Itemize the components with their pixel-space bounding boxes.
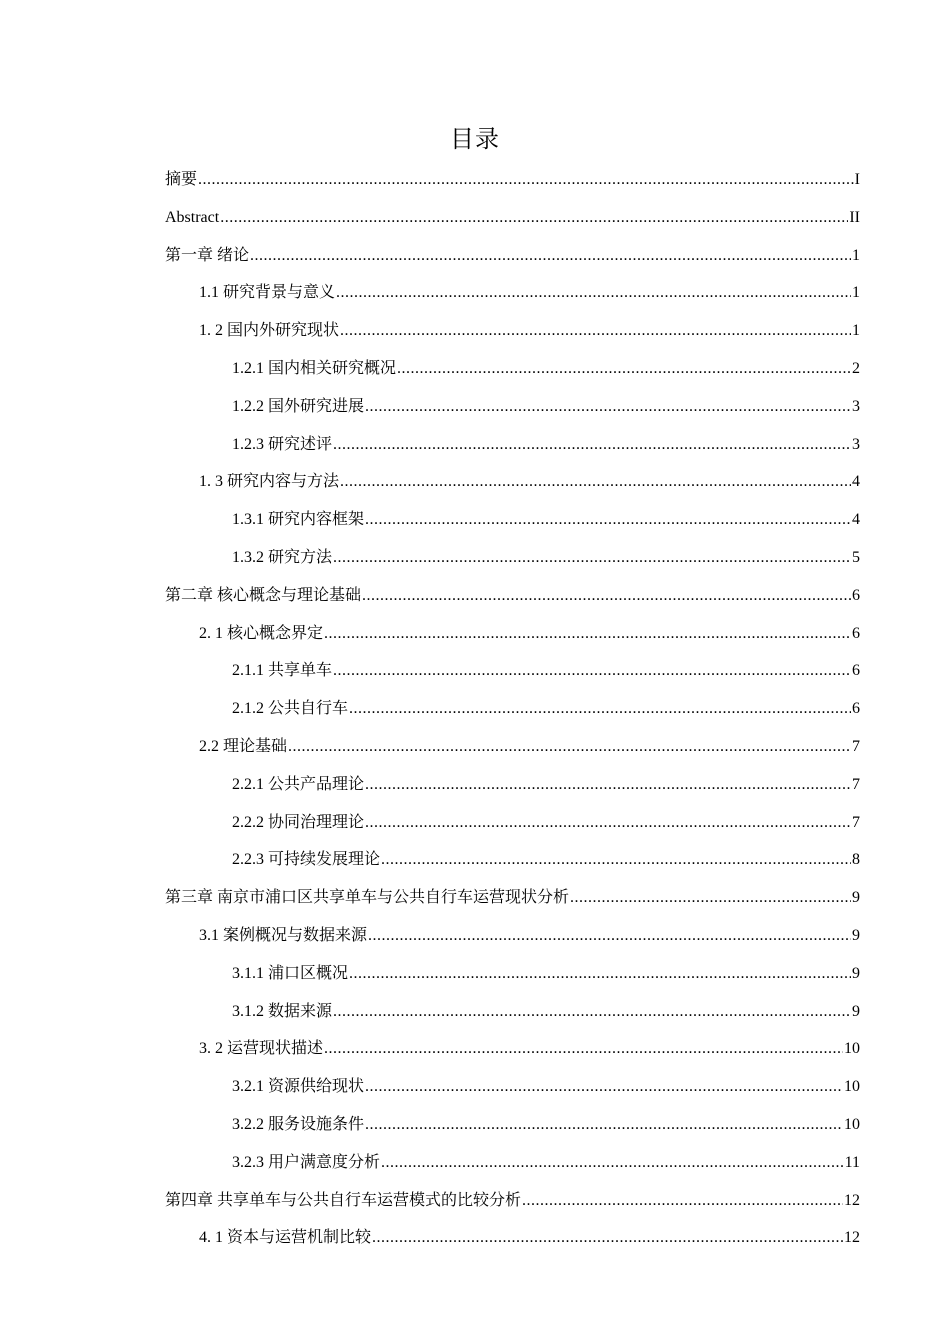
toc-entry[interactable] bbox=[165, 237, 860, 275]
toc-dot-leader bbox=[365, 1106, 843, 1144]
toc-dot-leader bbox=[365, 501, 851, 539]
toc-entry-title: 第四章 共享单车与公共自行车运营模式的比较分析 bbox=[165, 1191, 522, 1209]
toc-dot-leader bbox=[522, 1182, 843, 1220]
toc-dot-leader bbox=[372, 1219, 843, 1257]
toc-page-number: 6 bbox=[852, 624, 860, 642]
toc-entry[interactable] bbox=[165, 199, 860, 237]
toc-entry[interactable] bbox=[165, 161, 860, 199]
toc-entry[interactable] bbox=[165, 804, 860, 842]
toc-entry[interactable] bbox=[165, 993, 860, 1031]
toc-page-number: 6 bbox=[852, 586, 860, 604]
toc-dot-leader bbox=[365, 388, 851, 426]
toc-page-number: 10 bbox=[844, 1078, 860, 1096]
toc-entry[interactable] bbox=[165, 841, 860, 879]
toc-entry[interactable] bbox=[165, 274, 860, 312]
toc-dot-leader bbox=[324, 1030, 843, 1068]
toc-entry-title: 第二章 核心概念与理论基础 bbox=[165, 586, 362, 604]
toc-entry-title: 2.1.1 共享单车 bbox=[232, 662, 333, 680]
toc-entry-title: 第三章 南京市浦口区共享单车与公共自行车运营现状分析 bbox=[165, 889, 570, 907]
toc-page-number: 3 bbox=[852, 435, 860, 453]
toc-page-number: 2 bbox=[852, 359, 860, 377]
toc-page-number: 4 bbox=[852, 473, 860, 491]
toc-page-number: 9 bbox=[852, 964, 860, 982]
toc-page-number: 5 bbox=[852, 548, 860, 566]
toc-entry[interactable] bbox=[165, 426, 860, 464]
toc-entry-title: 1.3.2 研究方法 bbox=[232, 548, 333, 566]
toc-entry[interactable] bbox=[165, 1219, 860, 1257]
toc-page-number: 6 bbox=[852, 662, 860, 680]
toc-page-number: 7 bbox=[852, 813, 860, 831]
toc-page-number: 8 bbox=[852, 851, 860, 869]
toc-entry-title: 1.2.3 研究述评 bbox=[232, 435, 333, 453]
toc-dot-leader bbox=[362, 577, 851, 615]
toc-page-number: 4 bbox=[852, 511, 860, 529]
toc-entry-title: 1. 3 研究内容与方法 bbox=[199, 473, 340, 491]
toc-dot-leader bbox=[198, 161, 854, 199]
toc-entry[interactable] bbox=[165, 1144, 860, 1182]
toc-entry-title: 2.2 理论基础 bbox=[199, 737, 288, 755]
toc-dot-leader bbox=[365, 766, 851, 804]
toc-page-number: 1 bbox=[852, 246, 860, 264]
toc-entry-title: 2. 1 核心概念界定 bbox=[199, 624, 324, 642]
toc-entry-title: 3.2.2 服务设施条件 bbox=[232, 1115, 365, 1133]
toc-entry-title: 3.2.3 用户满意度分析 bbox=[232, 1153, 381, 1171]
toc-dot-leader bbox=[324, 615, 851, 653]
toc-dot-leader bbox=[349, 955, 851, 993]
toc-entry[interactable] bbox=[165, 1182, 860, 1220]
toc-dot-leader bbox=[250, 237, 851, 275]
toc-list bbox=[165, 161, 860, 1257]
toc-entry[interactable] bbox=[165, 388, 860, 426]
toc-entry-title: 3.1.2 数据来源 bbox=[232, 1002, 333, 1020]
toc-page-number: 10 bbox=[844, 1115, 860, 1133]
toc-entry[interactable] bbox=[165, 690, 860, 728]
toc-entry[interactable] bbox=[165, 955, 860, 993]
toc-page-number: 11 bbox=[844, 1153, 860, 1171]
toc-entry-title: 3.1 案例概况与数据来源 bbox=[199, 926, 368, 944]
toc-entry[interactable] bbox=[165, 766, 860, 804]
toc-entry-title: 3.1.1 浦口区概况 bbox=[232, 964, 349, 982]
toc-entry[interactable] bbox=[165, 312, 860, 350]
toc-entry[interactable] bbox=[165, 463, 860, 501]
toc-dot-leader bbox=[340, 312, 851, 350]
toc-entry-title: 4. 1 资本与运营机制比较 bbox=[199, 1229, 372, 1247]
toc-page-number: 7 bbox=[852, 737, 860, 755]
toc-dot-leader bbox=[381, 1144, 844, 1182]
toc-entry-title: 1.1 研究背景与意义 bbox=[199, 284, 336, 302]
toc-entry-title: 3. 2 运营现状描述 bbox=[199, 1040, 324, 1058]
toc-entry-title: 2.1.2 公共自行车 bbox=[232, 700, 349, 718]
toc-entry[interactable] bbox=[165, 917, 860, 955]
toc-title: 目录 bbox=[450, 127, 500, 153]
toc-entry[interactable] bbox=[165, 879, 860, 917]
toc-dot-leader bbox=[349, 690, 851, 728]
toc-page-number: 7 bbox=[852, 775, 860, 793]
toc-entry-title: 1.3.1 研究内容框架 bbox=[232, 511, 365, 529]
toc-dot-leader bbox=[570, 879, 851, 917]
toc-page-number: 9 bbox=[852, 1002, 860, 1020]
toc-entry[interactable] bbox=[165, 577, 860, 615]
toc-entry[interactable] bbox=[165, 1068, 860, 1106]
toc-dot-leader bbox=[333, 993, 851, 1031]
toc-dot-leader bbox=[336, 274, 851, 312]
toc-page-number: I bbox=[854, 171, 860, 188]
toc-page-number: 10 bbox=[844, 1040, 860, 1058]
toc-entry-title: 2.2.1 公共产品理论 bbox=[232, 775, 365, 793]
toc-page-number: 6 bbox=[852, 700, 860, 718]
toc-entry-title: 3.2.1 资源供给现状 bbox=[232, 1078, 365, 1096]
toc-entry-title: 1.2.2 国外研究进展 bbox=[232, 397, 365, 415]
toc-dot-leader bbox=[333, 426, 851, 464]
toc-dot-leader bbox=[365, 804, 851, 842]
toc-page-number: 1 bbox=[852, 322, 860, 340]
toc-entry-title: 1.2.1 国内相关研究概况 bbox=[232, 359, 397, 377]
toc-page-number: 12 bbox=[844, 1229, 860, 1247]
toc-page-number: 12 bbox=[844, 1191, 860, 1209]
toc-page-number: 3 bbox=[852, 397, 860, 415]
toc-entry-title: 摘要 bbox=[165, 171, 198, 188]
toc-entry-title: Abstract bbox=[165, 208, 220, 226]
toc-page-number: 9 bbox=[852, 926, 860, 944]
toc-entry[interactable] bbox=[165, 652, 860, 690]
toc-entry-title: 1. 2 国内外研究现状 bbox=[199, 322, 340, 340]
toc-dot-leader bbox=[333, 652, 851, 690]
toc-entry[interactable] bbox=[165, 539, 860, 577]
toc-entry-title: 2.2.2 协同治理理论 bbox=[232, 813, 365, 831]
toc-dot-leader bbox=[368, 917, 851, 955]
toc-entry[interactable] bbox=[165, 1106, 860, 1144]
toc-entry[interactable] bbox=[165, 615, 860, 653]
toc-dot-leader bbox=[220, 199, 848, 237]
toc-entry[interactable] bbox=[165, 501, 860, 539]
toc-dot-leader bbox=[288, 728, 851, 766]
toc-page-number: II bbox=[849, 208, 860, 226]
toc-dot-leader bbox=[397, 350, 851, 388]
toc-page-number: 1 bbox=[852, 284, 860, 302]
toc-entry[interactable] bbox=[165, 1030, 860, 1068]
toc-dot-leader bbox=[365, 1068, 843, 1106]
toc-dot-leader bbox=[333, 539, 851, 577]
toc-entry-title: 2.2.3 可持续发展理论 bbox=[232, 851, 381, 869]
toc-dot-leader bbox=[381, 841, 851, 879]
toc-entry-title: 第一章 绪论 bbox=[165, 246, 250, 264]
toc-page-number: 9 bbox=[852, 889, 860, 907]
toc-dot-leader bbox=[340, 463, 851, 501]
toc-entry[interactable] bbox=[165, 350, 860, 388]
toc-entry[interactable] bbox=[165, 728, 860, 766]
